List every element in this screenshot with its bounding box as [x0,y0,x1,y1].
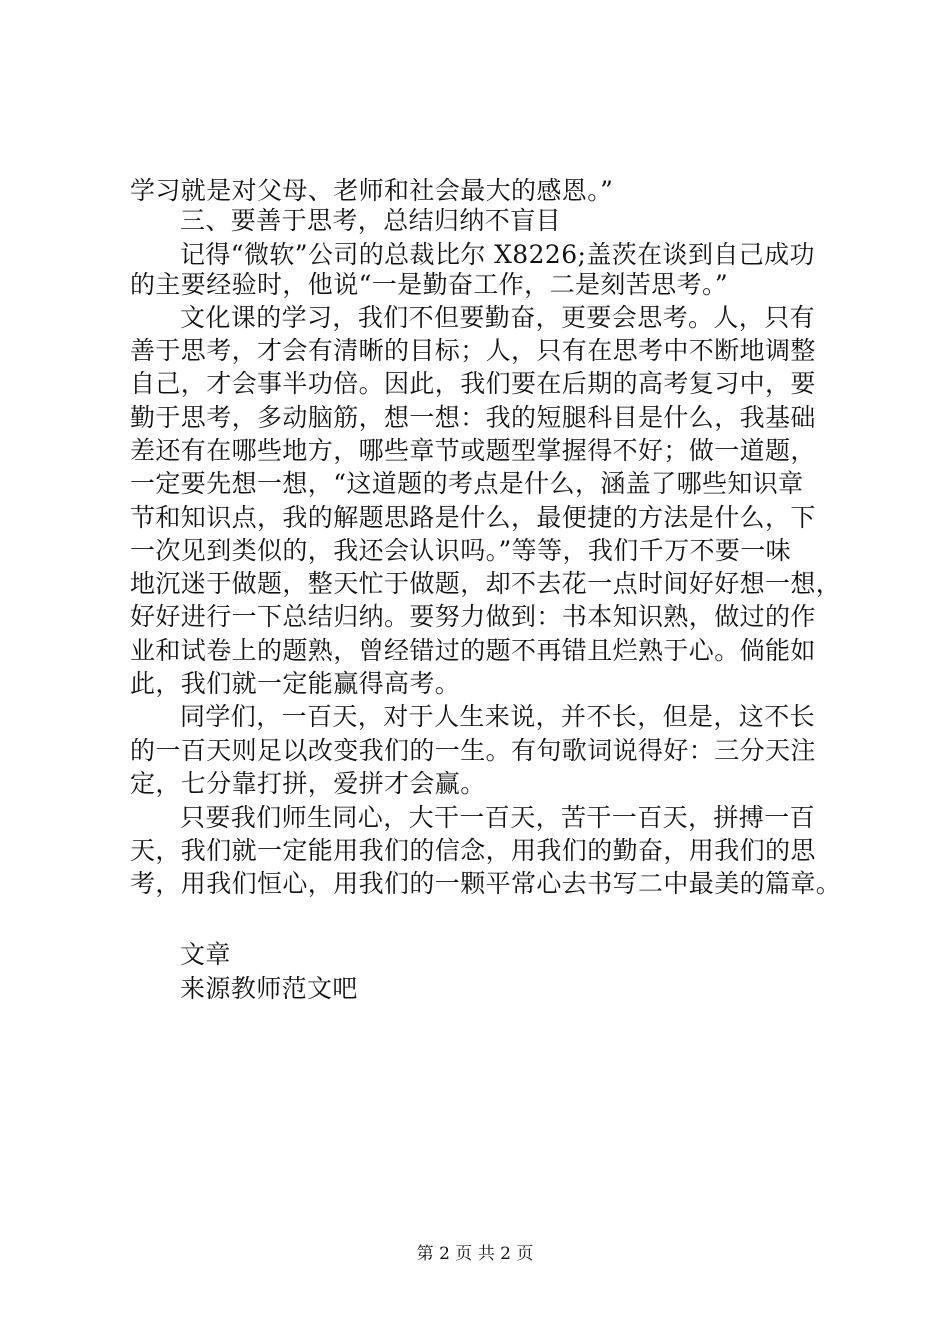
text-line: 一次见到类似的，我还会认识吗。”等等，我们千万不要一味 [130,536,792,565]
text-line: 学习就是对父母、老师和社会最大的感恩。” [130,176,614,205]
text-line: 的主要经验时，他说“一是勤奋工作，二是刻苦思考。” [130,270,729,299]
source-text: 来源教师范文吧 [180,974,358,1003]
text-line: 差还有在哪些地方，哪些章节或题型掌握得不好；做一道题， [130,436,816,465]
page-footer: 第 2 页 共 2 页 [416,1244,534,1264]
text-line: 只要我们师生同心，大干一百天，苦干一百天，拼搏一百 [180,803,816,832]
text-line: 好好进行一下总结归纳。要努力做到：书本知识熟，做过的作 [130,602,816,631]
text-line: 勤于思考，多动脑筋，想一想：我的短腿科目是什么，我基础 [130,403,816,432]
text-line: 文化课的学习，我们不但要勤奋，更要会思考。人，只有 [180,303,816,332]
text-line: 善于思考，才会有清晰的目标；人，只有在思考中不断地调整 [130,336,816,365]
text-line: 定，七分靠打拼，爱拼才会赢。 [130,769,486,798]
text-line: 一定要先想一想，“这道题的考点是什么，涵盖了哪些知识章 [130,469,804,498]
text-line: 天，我们就一定能用我们的信念，用我们的勤奋，用我们的思 [130,836,816,865]
source-label: 文章 [180,940,231,969]
text-line: 业和试卷上的题熟，曾经错过的题不再错且烂熟于心。倘能如 [130,636,816,665]
text-line: 地沉迷于做题，整天忙于做题，却不去花一点时间好好想一想， [130,569,842,598]
text-line: 记得“微软”公司的总裁比尔 X8226;盖茨在谈到自己成功 [180,240,815,269]
text-line: 的一百天则足以改变我们的一生。有句歌词说得好：三分天注 [130,736,816,765]
text-line: 节和知识点，我的解题思路是什么，最便捷的方法是什么，下 [130,503,816,532]
text-line: 此，我们就一定能赢得高考。 [130,669,461,698]
text-line: 同学们，一百天，对于人生来说，并不长，但是，这不长 [180,702,816,731]
text-line: 考，用我们恒心，用我们的一颗平常心去书写二中最美的篇章。 [130,869,842,898]
text-line: 自己，才会事半功倍。因此，我们要在后期的高考复习中，要 [130,369,816,398]
section-heading: 三、要善于思考，总结归纳不盲目 [180,206,562,235]
